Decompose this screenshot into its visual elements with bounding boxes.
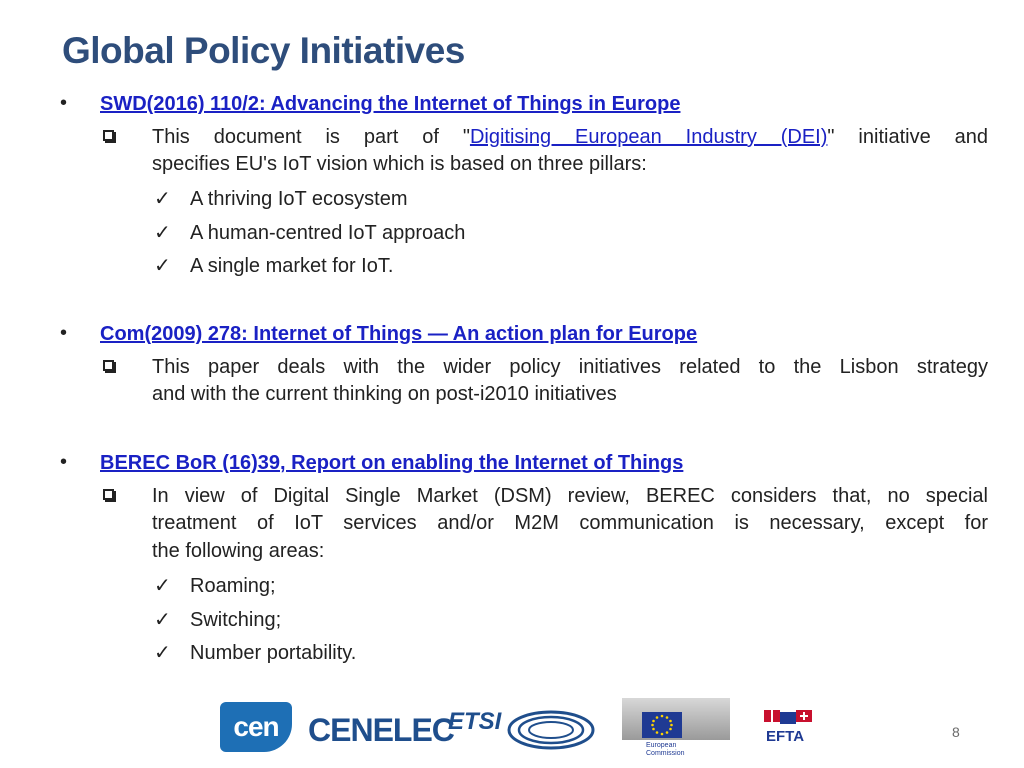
section-2-heading-link[interactable]: Com(2009) 278: Internet of Things — An action plan for Europe bbox=[100, 323, 698, 345]
european-commission-logo bbox=[622, 698, 730, 758]
section-1-desc-prefix: This document is part of " bbox=[152, 126, 470, 148]
section-2-description-line2: and with the current thinking on post-i2010 initiatives bbox=[152, 383, 617, 405]
efta-logo-text: EFTA bbox=[766, 728, 805, 745]
bullet-dot: • bbox=[60, 92, 68, 114]
section-1-check-item: A human-centred IoT approach bbox=[190, 222, 466, 244]
section-2-description-line1: This paper deals with the wider policy initiatives related to the Lisbon strategy bbox=[152, 356, 988, 378]
section-3-description-line1: In view of Digital Single Market (DSM) review, BEREC considers that, no special bbox=[152, 485, 988, 507]
checkbox-square-icon bbox=[103, 130, 114, 141]
section-1-heading-link[interactable]: SWD(2016) 110/2: Advancing the Internet of Things in Europe bbox=[100, 93, 681, 115]
section-1-desc-suffix: " initiative and bbox=[827, 126, 988, 148]
page-number: 8 bbox=[952, 724, 960, 740]
section-1-description-line2: specifies EU's IoT vision which is based on three pillars: bbox=[152, 153, 647, 175]
section-1-check-item: A thriving IoT ecosystem bbox=[190, 188, 408, 210]
section-3-description-line3: the following areas: bbox=[152, 540, 325, 562]
check-icon: ✓ bbox=[154, 186, 171, 210]
check-icon: ✓ bbox=[154, 253, 171, 277]
etsi-swoosh-icon bbox=[506, 708, 596, 752]
ec-caption-line2: Commission bbox=[646, 750, 685, 757]
section-1-check-item: A single market for IoT. bbox=[190, 255, 394, 277]
logo-strip bbox=[220, 698, 840, 758]
bullet-dot: • bbox=[60, 451, 68, 473]
section-3-description-line2: treatment of IoT services and/or M2M communication is necessary, except for bbox=[152, 512, 988, 534]
page-title: Global Policy Initiatives bbox=[62, 30, 465, 71]
etsi-logo-text: ETSI bbox=[448, 708, 502, 735]
cen-logo: cen bbox=[220, 702, 292, 752]
checkbox-square-icon bbox=[103, 360, 114, 371]
ec-caption-line1: European bbox=[646, 742, 677, 749]
bullet-dot: • bbox=[60, 322, 68, 344]
section-3-check-item: Switching; bbox=[190, 609, 282, 631]
section-3-check-item: Number portability. bbox=[190, 642, 357, 664]
section-3-check-item: Roaming; bbox=[190, 575, 276, 597]
etsi-logo bbox=[448, 704, 598, 754]
eu-flag-icon bbox=[642, 712, 682, 738]
cenelec-logo: CENELEC bbox=[308, 712, 454, 748]
dei-link[interactable]: Digitising European Industry (DEI) bbox=[469, 126, 828, 148]
ec-caption bbox=[646, 742, 685, 758]
check-icon: ✓ bbox=[154, 573, 171, 597]
check-icon: ✓ bbox=[154, 607, 171, 631]
section-3-heading-link[interactable]: BEREC BoR (16)39, Report on enabling the Internet of Things bbox=[100, 452, 684, 474]
checkbox-square-icon bbox=[103, 489, 114, 500]
section-1-description-line1 bbox=[152, 124, 988, 151]
efta-flags-icon bbox=[760, 708, 830, 730]
efta-logo bbox=[760, 708, 830, 752]
check-icon: ✓ bbox=[154, 220, 171, 244]
check-icon: ✓ bbox=[154, 640, 171, 664]
